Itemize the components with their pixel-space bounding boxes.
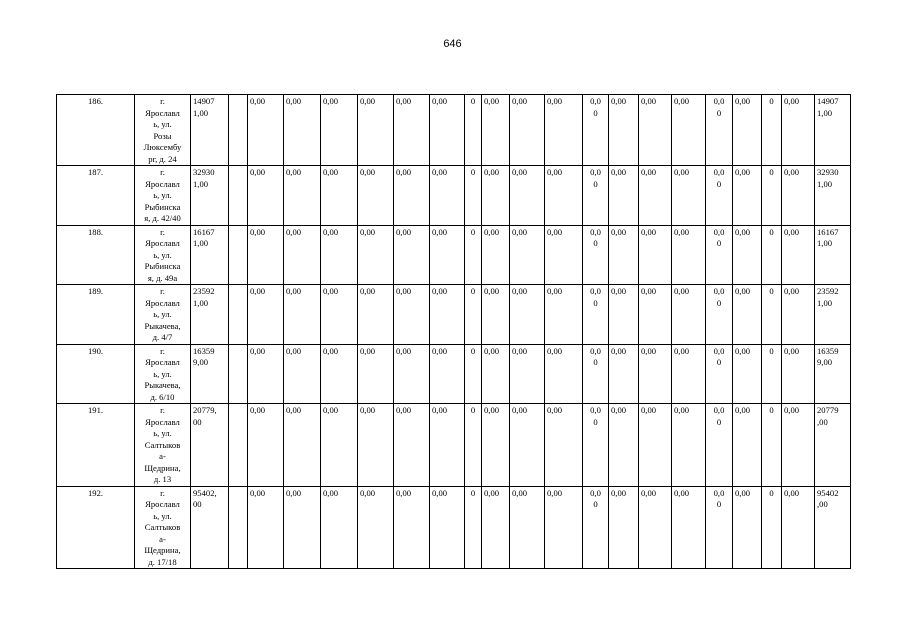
value-cell: 0,00 xyxy=(609,166,639,226)
value-cell: 0,00 xyxy=(545,486,583,569)
value-cell: 0,00 xyxy=(782,225,815,285)
value-cell: 0,00 xyxy=(639,95,672,166)
value-cell: 0,00 xyxy=(510,404,545,487)
value-cell: 0,00 xyxy=(358,166,394,226)
total-cell: 23592 1,00 xyxy=(191,285,229,345)
value-cell: 0,0 0 xyxy=(583,225,609,285)
value-cell: 0,00 xyxy=(482,486,510,569)
value-cell: 0,00 xyxy=(430,166,465,226)
value-cell: 0,00 xyxy=(672,225,706,285)
value-cell: 0,00 xyxy=(482,344,510,404)
value-cell: 0,00 xyxy=(733,95,762,166)
value-cell: 0,00 xyxy=(609,344,639,404)
value-cell: 0,00 xyxy=(545,285,583,345)
row-number: 188. xyxy=(57,225,135,285)
value-cell: 0,00 xyxy=(733,404,762,487)
value-cell: 0,00 xyxy=(510,344,545,404)
value-cell: 0 xyxy=(465,486,482,569)
value-cell: 0,00 xyxy=(782,285,815,345)
value-cell: 0,00 xyxy=(321,166,358,226)
value-cell: 0,00 xyxy=(609,95,639,166)
value-cell: 0,0 0 xyxy=(583,285,609,345)
value-cell: 0,00 xyxy=(545,344,583,404)
value-cell: 0,00 xyxy=(358,344,394,404)
value-cell: 0,00 xyxy=(782,95,815,166)
value-cell: 0,00 xyxy=(782,344,815,404)
value-cell: 0,00 xyxy=(248,95,284,166)
value-cell: 0,00 xyxy=(639,285,672,345)
value-cell: 0 xyxy=(465,344,482,404)
value-cell: 0,00 xyxy=(672,95,706,166)
value-cell: 0,00 xyxy=(482,404,510,487)
value-cell: 0,00 xyxy=(284,486,321,569)
end-total-cell: 95402 ,00 xyxy=(815,486,851,569)
value-cell: 0,00 xyxy=(394,404,430,487)
value-cell: 0,00 xyxy=(248,166,284,226)
value-cell: 0 xyxy=(762,344,782,404)
value-cell: 0,00 xyxy=(733,166,762,226)
empty-cell xyxy=(229,285,248,345)
empty-cell xyxy=(229,166,248,226)
value-cell: 0 xyxy=(762,285,782,345)
value-cell: 0,00 xyxy=(510,95,545,166)
empty-cell xyxy=(229,225,248,285)
value-cell: 0,00 xyxy=(510,285,545,345)
value-cell: 0,00 xyxy=(482,285,510,345)
row-number: 190. xyxy=(57,344,135,404)
value-cell: 0,00 xyxy=(482,225,510,285)
end-total-cell: 14907 1,00 xyxy=(815,95,851,166)
end-total-cell: 32930 1,00 xyxy=(815,166,851,226)
row-number: 191. xyxy=(57,404,135,487)
value-cell: 0,00 xyxy=(248,404,284,487)
end-total-cell: 16359 9,00 xyxy=(815,344,851,404)
value-cell: 0,00 xyxy=(394,486,430,569)
value-cell: 0,00 xyxy=(284,344,321,404)
value-cell: 0,00 xyxy=(733,486,762,569)
value-cell: 0,00 xyxy=(545,95,583,166)
value-cell: 0,00 xyxy=(430,404,465,487)
value-cell: 0,00 xyxy=(358,95,394,166)
table-row xyxy=(57,166,851,226)
value-cell: 0,00 xyxy=(609,225,639,285)
total-cell: 95402, 00 xyxy=(191,486,229,569)
value-cell: 0,00 xyxy=(639,166,672,226)
value-cell: 0,00 xyxy=(248,225,284,285)
value-cell: 0,00 xyxy=(430,95,465,166)
value-cell: 0,0 0 xyxy=(583,404,609,487)
value-cell: 0,0 0 xyxy=(706,404,733,487)
value-cell: 0 xyxy=(762,404,782,487)
empty-cell xyxy=(229,95,248,166)
table-row xyxy=(57,95,851,166)
value-cell: 0,00 xyxy=(782,404,815,487)
value-cell: 0,00 xyxy=(358,285,394,345)
total-cell: 16359 9,00 xyxy=(191,344,229,404)
total-cell: 16167 1,00 xyxy=(191,225,229,285)
row-number: 186. xyxy=(57,95,135,166)
value-cell: 0,00 xyxy=(639,404,672,487)
value-cell: 0,00 xyxy=(639,486,672,569)
value-cell: 0,00 xyxy=(782,486,815,569)
table-row xyxy=(57,404,851,487)
end-total-cell: 23592 1,00 xyxy=(815,285,851,345)
end-total-cell: 20779 ,00 xyxy=(815,404,851,487)
value-cell: 0,00 xyxy=(545,404,583,487)
row-number: 187. xyxy=(57,166,135,226)
value-cell: 0,00 xyxy=(284,225,321,285)
page-number: 646 xyxy=(443,38,462,50)
value-cell: 0,00 xyxy=(609,404,639,487)
value-cell: 0,00 xyxy=(358,404,394,487)
value-cell: 0 xyxy=(762,95,782,166)
value-cell: 0,00 xyxy=(609,285,639,345)
value-cell: 0 xyxy=(465,166,482,226)
address-cell: г. Ярославл ь, ул. Рыкачева, д. 4/7 xyxy=(135,285,191,345)
value-cell: 0,0 0 xyxy=(583,344,609,404)
value-cell: 0,00 xyxy=(284,285,321,345)
value-cell: 0,00 xyxy=(672,285,706,345)
value-cell: 0,00 xyxy=(394,95,430,166)
value-cell: 0,00 xyxy=(358,486,394,569)
value-cell: 0,00 xyxy=(482,95,510,166)
value-cell: 0,00 xyxy=(430,344,465,404)
value-cell: 0 xyxy=(762,486,782,569)
address-cell: г. Ярославл ь, ул. Рыкачева, д. 6/10 xyxy=(135,344,191,404)
value-cell: 0,00 xyxy=(321,486,358,569)
value-cell: 0,00 xyxy=(782,166,815,226)
value-cell: 0,00 xyxy=(358,225,394,285)
value-cell: 0,00 xyxy=(430,225,465,285)
table-row xyxy=(57,344,851,404)
value-cell: 0,00 xyxy=(430,486,465,569)
value-cell: 0,00 xyxy=(510,225,545,285)
value-cell: 0,00 xyxy=(733,344,762,404)
value-cell: 0,0 0 xyxy=(706,95,733,166)
value-cell: 0,00 xyxy=(672,166,706,226)
value-cell: 0,00 xyxy=(321,344,358,404)
value-cell: 0,00 xyxy=(248,285,284,345)
value-cell: 0,00 xyxy=(672,344,706,404)
value-cell: 0,00 xyxy=(733,225,762,285)
value-cell: 0,0 0 xyxy=(706,225,733,285)
value-cell: 0,00 xyxy=(545,225,583,285)
value-cell: 0,00 xyxy=(248,344,284,404)
value-cell: 0,00 xyxy=(430,285,465,345)
value-cell: 0,00 xyxy=(284,95,321,166)
value-cell: 0,00 xyxy=(510,166,545,226)
value-cell: 0,00 xyxy=(321,95,358,166)
value-cell: 0,0 0 xyxy=(583,166,609,226)
total-cell: 32930 1,00 xyxy=(191,166,229,226)
value-cell: 0,00 xyxy=(545,166,583,226)
value-cell: 0,00 xyxy=(284,404,321,487)
address-cell: г. Ярославл ь, ул. Салтыков а- Щедрина, д. 17/18 xyxy=(135,486,191,569)
value-cell: 0 xyxy=(465,404,482,487)
value-cell: 0,0 0 xyxy=(706,486,733,569)
value-cell: 0,00 xyxy=(394,344,430,404)
value-cell: 0,00 xyxy=(248,486,284,569)
value-cell: 0,00 xyxy=(672,404,706,487)
value-cell: 0 xyxy=(465,285,482,345)
end-total-cell: 16167 1,00 xyxy=(815,225,851,285)
value-cell: 0,00 xyxy=(394,225,430,285)
value-cell: 0,00 xyxy=(672,486,706,569)
value-cell: 0,0 0 xyxy=(706,166,733,226)
value-cell: 0,00 xyxy=(482,166,510,226)
value-cell: 0,00 xyxy=(510,486,545,569)
address-cell: г. Ярославл ь, ул. Рыбинска я, д. 42/40 xyxy=(135,166,191,226)
value-cell: 0,0 0 xyxy=(706,285,733,345)
value-cell: 0 xyxy=(762,225,782,285)
value-cell: 0,0 0 xyxy=(706,344,733,404)
table-row xyxy=(57,285,851,345)
value-cell: 0,00 xyxy=(394,166,430,226)
total-cell: 20779, 00 xyxy=(191,404,229,487)
row-number: 192. xyxy=(57,486,135,569)
value-cell: 0,00 xyxy=(639,344,672,404)
value-cell: 0,00 xyxy=(639,225,672,285)
value-cell: 0,0 0 xyxy=(583,95,609,166)
table-row xyxy=(57,225,851,285)
value-cell: 0,00 xyxy=(321,404,358,487)
value-cell: 0,00 xyxy=(394,285,430,345)
value-cell: 0,00 xyxy=(733,285,762,345)
value-cell: 0,00 xyxy=(609,486,639,569)
value-cell: 0,00 xyxy=(321,225,358,285)
value-cell: 0,00 xyxy=(321,285,358,345)
table-row xyxy=(57,486,851,569)
empty-cell xyxy=(229,404,248,487)
value-cell: 0 xyxy=(762,166,782,226)
value-cell: 0 xyxy=(465,95,482,166)
empty-cell xyxy=(229,486,248,569)
value-cell: 0,0 0 xyxy=(583,486,609,569)
address-cell: г. Ярославл ь, ул. Розы Люксембу рг, д. 24 xyxy=(135,95,191,166)
value-cell: 0 xyxy=(465,225,482,285)
data-table xyxy=(56,94,851,569)
value-cell: 0,00 xyxy=(284,166,321,226)
empty-cell xyxy=(229,344,248,404)
row-number: 189. xyxy=(57,285,135,345)
address-cell: г. Ярославл ь, ул. Салтыков а- Щедрина, д. 13 xyxy=(135,404,191,487)
address-cell: г. Ярославл ь, ул. Рыбинска я, д. 49а xyxy=(135,225,191,285)
total-cell: 14907 1,00 xyxy=(191,95,229,166)
